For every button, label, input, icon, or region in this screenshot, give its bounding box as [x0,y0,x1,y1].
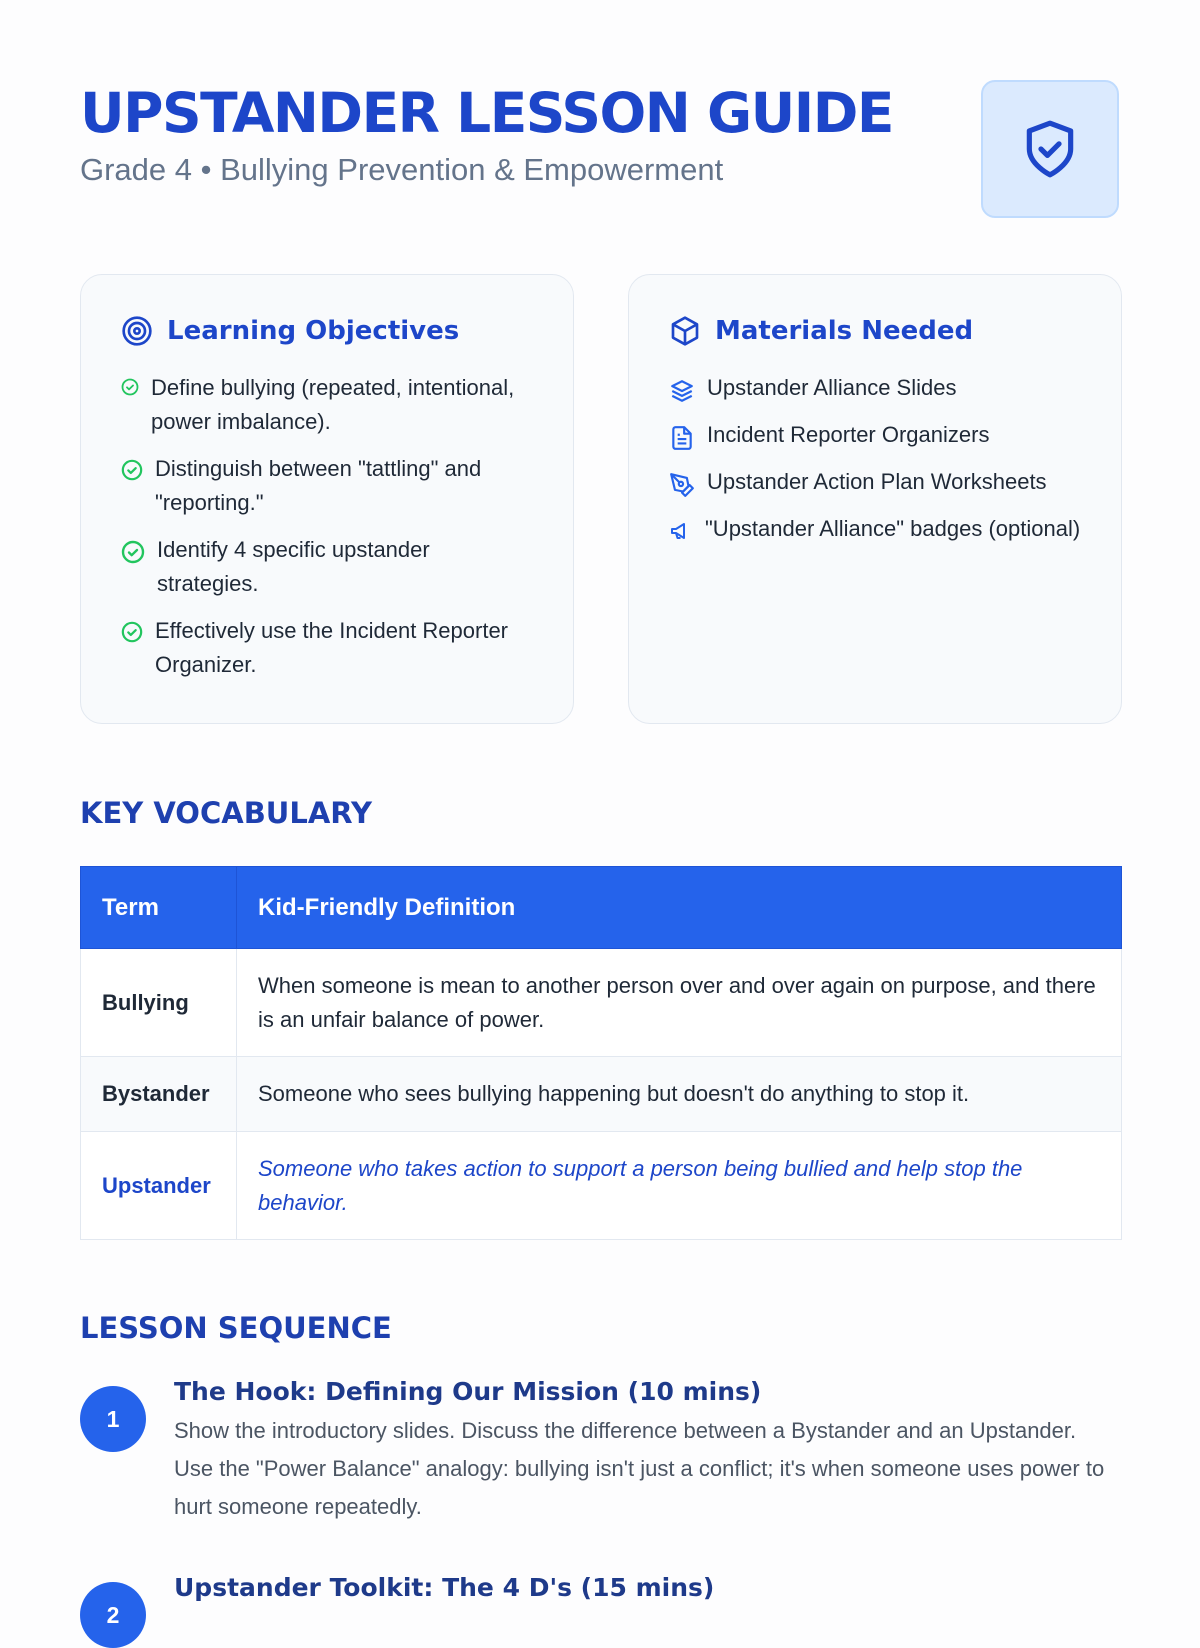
step-title: The Hook: Defining Our Mission (10 mins) [174,1377,762,1406]
vocab-term: Upstander [81,1132,237,1240]
vocab-definition: When someone is mean to another person over and over again on purpose, and there is an unfair balance of power. [237,949,1122,1057]
material-text: Incident Reporter Organizers [707,422,990,447]
list-item [669,418,1081,452]
materials-header [669,315,1081,347]
step-title: Upstander Toolkit: The 4 D's (15 mins) [174,1573,715,1602]
page-header [80,78,1120,218]
objectives-header [121,315,533,347]
materials-card [628,274,1122,724]
objective-text: Define bullying (repeated, intentional, power imbalance). [151,375,515,434]
list-item [121,371,533,439]
column-header-term: Term [81,867,237,949]
check-circle-icon [121,459,143,481]
objective-text: Identify 4 specific upstander strategies. [157,537,430,596]
check-circle-icon [121,621,143,643]
vocab-definition: Someone who sees bullying happening but doesn't do anything to stop it. [237,1057,1122,1132]
lesson-step [80,1376,1120,1526]
list-item [121,452,533,520]
objective-text: Effectively use the Incident Reporter Organizer. [155,618,509,677]
vocab-term: Bullying [81,949,237,1057]
vocabulary-heading: KEY VOCABULARY [80,796,373,830]
step-number-badge: 1 [80,1386,146,1452]
vocab-term: Bystander [81,1057,237,1132]
list-item [121,614,533,682]
table-row [81,1057,1122,1132]
material-text: "Upstander Alliance" badges (optional) [705,516,1081,541]
shield-check-icon [1019,113,1081,185]
sequence-heading: LESSON SEQUENCE [80,1311,392,1345]
check-circle-icon [121,540,145,564]
page-title: UPSTANDER LESSON GUIDE [80,81,893,145]
lesson-step [80,1572,1120,1628]
objectives-list [121,371,533,682]
step-number-badge: 2 [80,1582,146,1648]
material-text: Upstander Alliance Slides [707,375,957,400]
target-icon [121,315,153,347]
document-icon [669,425,695,451]
column-header-definition: Kid-Friendly Definition [237,867,1122,949]
page-subtitle: Grade 4 • Bullying Prevention & Empowerment [80,152,724,187]
step-description: Show the introductory slides. Discuss the difference between a Bystander and an Upstander. Use the "Power Balance" analogy: bullying isn't just a conflict; it's when someone uses power to hurt someone repeatedly. [174,1418,1105,1519]
vocabulary-table [80,866,1122,1240]
check-circle-icon [121,378,139,396]
table-header-row [81,867,1122,949]
material-text: Upstander Action Plan Worksheets [707,469,1047,494]
layers-icon [669,378,695,404]
objective-text: Distinguish between "tattling" and "reporting." [155,456,482,515]
list-item [121,533,533,601]
megaphone-icon [669,519,693,543]
table-row [81,949,1122,1057]
shield-badge [981,80,1119,218]
box-icon [669,315,701,347]
learning-objectives-card [80,274,574,724]
pen-tool-icon [669,472,695,498]
list-item [669,512,1081,546]
objectives-title: Learning Objectives [167,316,460,346]
vocab-definition: Someone who takes action to support a person being bullied and help stop the behavior. [237,1132,1122,1240]
list-item [669,465,1081,499]
materials-title: Materials Needed [715,316,974,346]
list-item [669,371,1081,405]
materials-list [669,371,1081,546]
table-row [81,1132,1122,1240]
